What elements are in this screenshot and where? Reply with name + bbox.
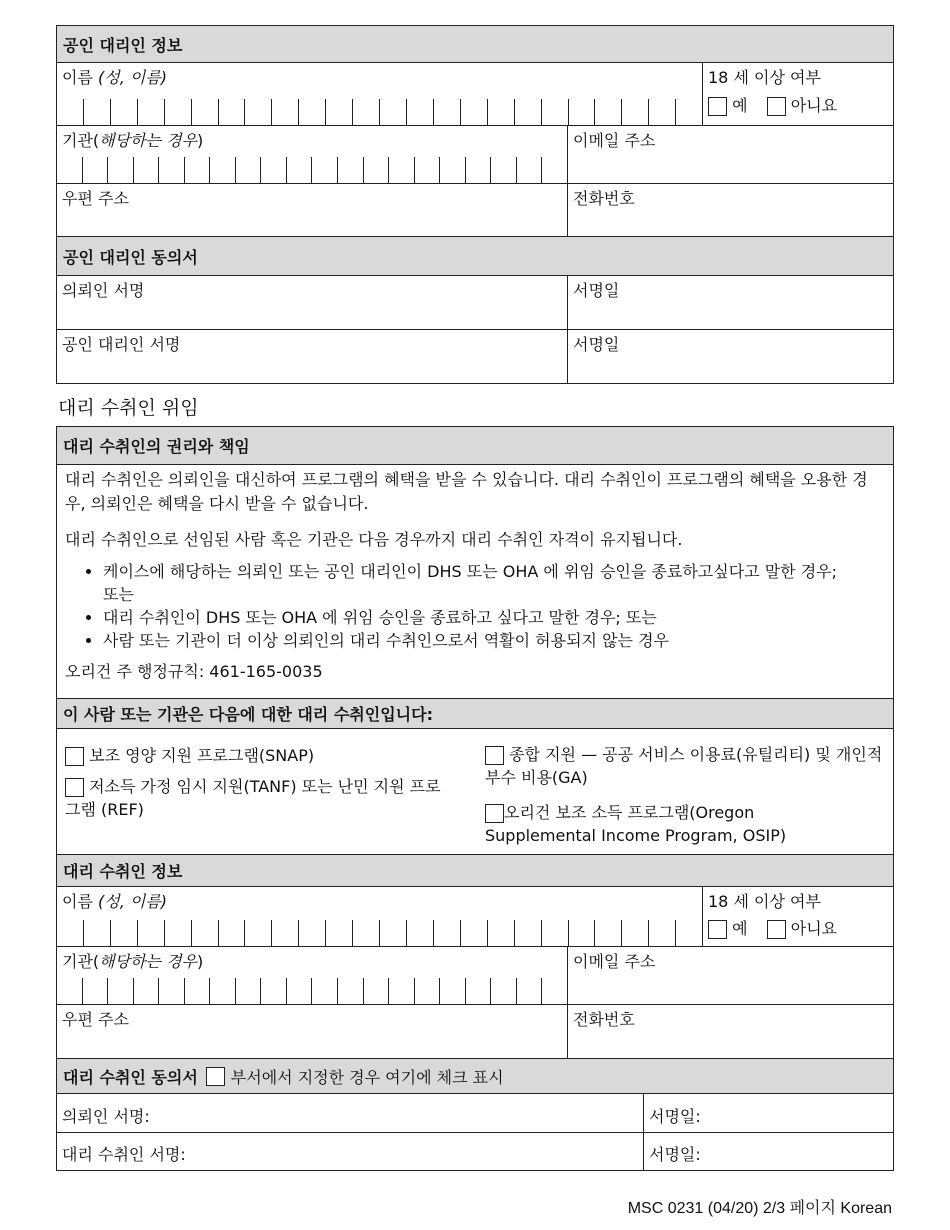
payee-phone-field[interactable] [567,1005,893,1058]
payee-address-field[interactable] [57,1005,567,1058]
auth-client-date-field[interactable] [567,276,893,329]
rights-bullet: • 사람 또는 기관이 더 이상 의뢰인의 대리 수취인으로서 역활이 허용되지 않는 경우 [103,629,845,652]
auth-client-signature-field[interactable] [57,276,567,329]
auth-rep-section [56,25,894,384]
org-label: 기관( [62,952,100,971]
auth-rep-date-field[interactable] [567,330,893,383]
name-comb-boxes [57,920,702,946]
rights-header: 대리 수취인의 권리와 책임 [57,427,893,465]
org-label-end: ) [196,952,204,971]
rights-bullet: • 케이스에 해당하는 의뢰인 또는 공인 대리인이 DHS 또는 OHA 에 위임 승인을 종료하고싶다고 말한 경우; 또는 [103,560,845,606]
snap-label: 보조 영양 지원 프로그램(SNAP) [89,746,315,765]
payee-age-field [702,887,893,946]
payee-consent-header [57,1059,893,1094]
rights-paragraph-1: 대리 수취인은 의뢰인을 대신하여 프로그램의 혜택을 받을 수 있습니다. 대리 수취인이 프로그램의 혜택을 오용한 경우, 의뢰인은 혜택을 다시 받을 수 없습니다. [65,470,868,513]
rep-signature-label: 공인 대리인 서명 [62,335,181,354]
age-no-label: 아니요 [790,96,838,115]
auth-rep-email-field[interactable] [567,126,893,183]
page-footer: MSC 0231 (04/20) 2/3 페이지 Korean [627,1200,892,1217]
client-signature-label: 의뢰인 서명: [62,1107,150,1126]
name-label: 이름 [62,892,98,911]
payee-client-date-field[interactable] [643,1094,893,1132]
age-no-label: 아니요 [790,919,838,938]
program-osip[interactable] [485,801,845,847]
phone-label: 전화번호 [573,1010,635,1029]
programs-list [57,729,893,855]
date-label: 서명일 [573,281,620,300]
client-signature-label: 의뢰인 서명 [62,281,145,300]
auth-consent-header: 공인 대리인 동의서 [57,237,893,276]
org-label-hint: 해당하는 경우 [99,131,197,150]
osip-label: 오리건 보조 소득 프로그램(Oregon Supplemental Income Program, OSIP) [485,803,787,845]
payee-section-title: 대리 수취인 위임 [58,397,199,419]
name-label-hint: (성, 이름) [98,892,168,911]
payee-date-field[interactable] [643,1133,893,1170]
dept-designated-checkbox[interactable] [206,1067,225,1086]
age-no-checkbox[interactable] [767,97,786,116]
email-label: 이메일 주소 [573,131,656,150]
rights-bullet: • 대리 수취인이 DHS 또는 OHA 에 위임 승인을 종료하고 싶다고 말한 경우; 또는 [103,606,845,629]
payee-signature-label: 대리 수취인 서명: [62,1145,186,1164]
payee-info-header: 대리 수취인 정보 [57,855,893,887]
auth-rep-signature-field[interactable] [57,330,567,383]
name-label-hint: (성, 이름) [98,68,168,87]
payee-section [56,426,894,1171]
age-field [702,63,893,125]
age-yes-label: 예 [732,96,748,115]
date-label: 서명일: [649,1107,701,1126]
dept-designated-label: 부서에서 지정한 경우 여기에 체크 표시 [230,1067,504,1087]
osip-checkbox[interactable] [485,804,504,823]
tanf-checkbox[interactable] [65,778,84,797]
rights-body [57,465,893,699]
org-label-hint: 해당하는 경우 [99,952,197,971]
age-no-checkbox[interactable] [767,920,786,939]
auth-rep-header: 공인 대리인 정보 [57,26,893,63]
org-comb-boxes [57,157,567,183]
program-tanf[interactable] [65,775,445,821]
snap-checkbox[interactable] [65,747,84,766]
rights-paragraph-2: 대리 수취인으로 선임된 사람 혹은 기관은 다음 경우까지 대리 수취인 자격이 유지됩니다. [65,530,683,549]
name-comb-boxes [57,99,702,125]
auth-rep-name-field[interactable] [57,63,702,125]
org-label-end: ) [196,131,204,150]
ga-checkbox[interactable] [485,746,504,765]
date-label: 서명일: [649,1145,701,1164]
date-label: 서명일 [573,335,620,354]
auth-rep-phone-field[interactable] [567,184,893,236]
payee-org-field[interactable] [57,947,567,1004]
auth-rep-org-field[interactable] [57,126,567,183]
auth-rep-address-field[interactable] [57,184,567,236]
rights-bullet-list [65,560,885,652]
age-label: 18 세 이상 여부 [708,892,821,911]
phone-label: 전화번호 [573,189,635,208]
program-ga[interactable] [485,743,885,789]
payee-name-field[interactable] [57,887,702,946]
tanf-label: 저소득 가정 임시 지원(TANF) 또는 난민 지원 프로그램 (REF) [65,777,441,819]
payee-email-field[interactable] [567,947,893,1004]
payee-client-signature-field[interactable] [57,1094,643,1132]
org-label: 기관( [62,131,100,150]
payee-signature-field[interactable] [57,1133,643,1170]
payee-consent-title: 대리 수취인 동의서 [63,1067,198,1087]
ga-label: 종합 지원 — 공공 서비스 이용료(유틸리티) 및 개인적 부수 비용(GA) [485,745,883,787]
age-yes-label: 예 [732,919,748,938]
name-label: 이름 [62,68,98,87]
age-yes-checkbox[interactable] [708,97,727,116]
age-yes-checkbox[interactable] [708,920,727,939]
programs-header: 이 사람 또는 기관은 다음에 대한 대리 수취인입니다: [57,699,893,729]
age-label: 18 세 이상 여부 [708,68,821,87]
email-label: 이메일 주소 [573,952,656,971]
address-label: 우편 주소 [62,1010,129,1029]
rights-rule: 오리건 주 행정규칙: 461-165-0035 [65,662,323,681]
address-label: 우편 주소 [62,189,129,208]
org-comb-boxes [57,978,567,1004]
program-snap[interactable] [65,743,465,766]
